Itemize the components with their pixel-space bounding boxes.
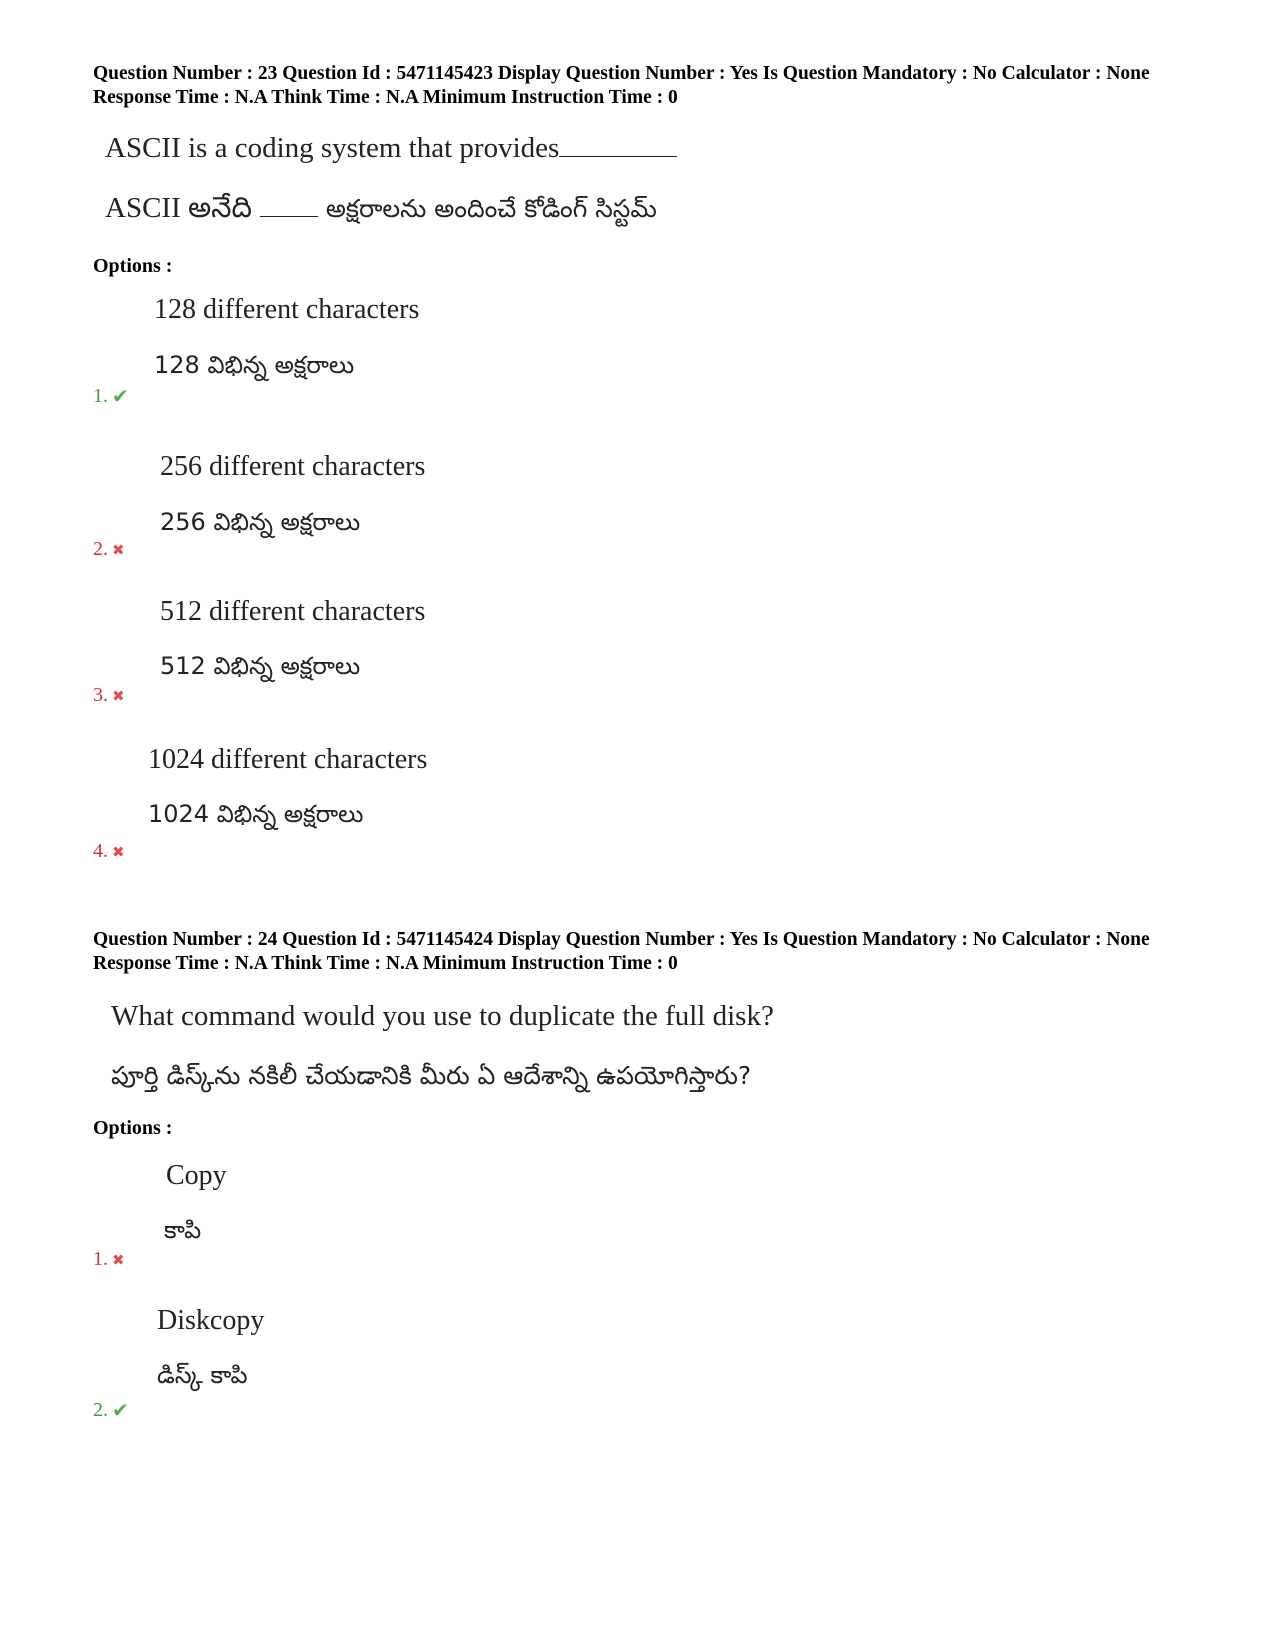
question-24-options-label: Options : [93,1117,173,1139]
option-2-text-en: 256 different characters [160,451,426,482]
q24-option-1-text-en: Copy [166,1160,227,1191]
option-1-number: 1. [93,384,108,407]
option-4-number: 4. [93,840,108,862]
cross-icon: ✖ [112,1250,125,1269]
q24-option-1[interactable] [93,1248,125,1271]
option-2[interactable] [93,538,125,561]
option-1-text-en: 128 different characters [154,294,420,325]
check-icon: ✔ [112,384,129,408]
question-24-meta: Question Number : 24 Question Id : 5471145424 Display Question Number : Yes Is Question Mandatory : No Calculator : None Response Time : N.A Think Time : N.A Minimum Instruction Time : 0 [93,929,1150,974]
question-23-text-te [105,192,657,232]
option-2-text-te: 256 విభిన్న అక్షరాలు [160,508,361,536]
option-2-number: 2. [93,538,108,560]
option-3[interactable] [93,684,125,707]
cross-icon: ✖ [112,686,125,705]
q24-option-2-text-te: డిస్క్ కాపి [157,1361,248,1389]
option-3-number: 3. [93,684,108,706]
answer-blank [559,134,677,157]
q24-option-2-text-en: Diskcopy [157,1305,265,1336]
q24-option-2-number: 2. [93,1398,108,1421]
cross-icon: ✖ [112,540,125,559]
q24-option-2[interactable] [93,1398,129,1422]
question-24-text-en: What command would you use to duplicate the full disk? [111,1000,774,1032]
option-4[interactable] [93,840,125,863]
question-23-text-te-b: అక్షరాలను అందించే కోడింగ్ సిస్టమ్ [325,194,657,223]
question-23-text-en-body: ASCII is a coding system that provides [105,132,560,164]
cross-icon: ✖ [112,842,125,861]
answer-blank [260,194,318,217]
question-23-meta: Question Number : 23 Question Id : 5471145423 Display Question Number : Yes Is Question Mandatory : No Calculator : None Response Time : N.A Think Time : N.A Minimum Instruction Time : 0 [93,63,1150,108]
option-4-text-en: 1024 different characters [148,744,428,775]
option-1-text-te: 128 విభిన్న అక్షరాలు [154,351,355,379]
question-24-text-te: పూర్తి డిస్క్‌ను నకిలీ చేయడానికి మీరు ఏ ఆదేశాన్ని ఉపయోగిస్తారు? [111,1061,752,1090]
check-icon: ✔ [112,1398,129,1422]
question-23-text-te-a: ASCII అనేది [105,192,253,224]
option-1[interactable] [93,384,129,408]
question-23-options-label: Options : [93,255,173,277]
option-4-text-te: 1024 విభిన్న అక్షరాలు [148,800,364,828]
q24-option-1-text-te: కాపి [164,1216,202,1244]
option-3-text-te: 512 విభిన్న అక్షరాలు [160,652,361,680]
option-3-text-en: 512 different characters [160,596,426,627]
q24-option-1-number: 1. [93,1248,108,1270]
question-23-text-en [105,132,677,165]
